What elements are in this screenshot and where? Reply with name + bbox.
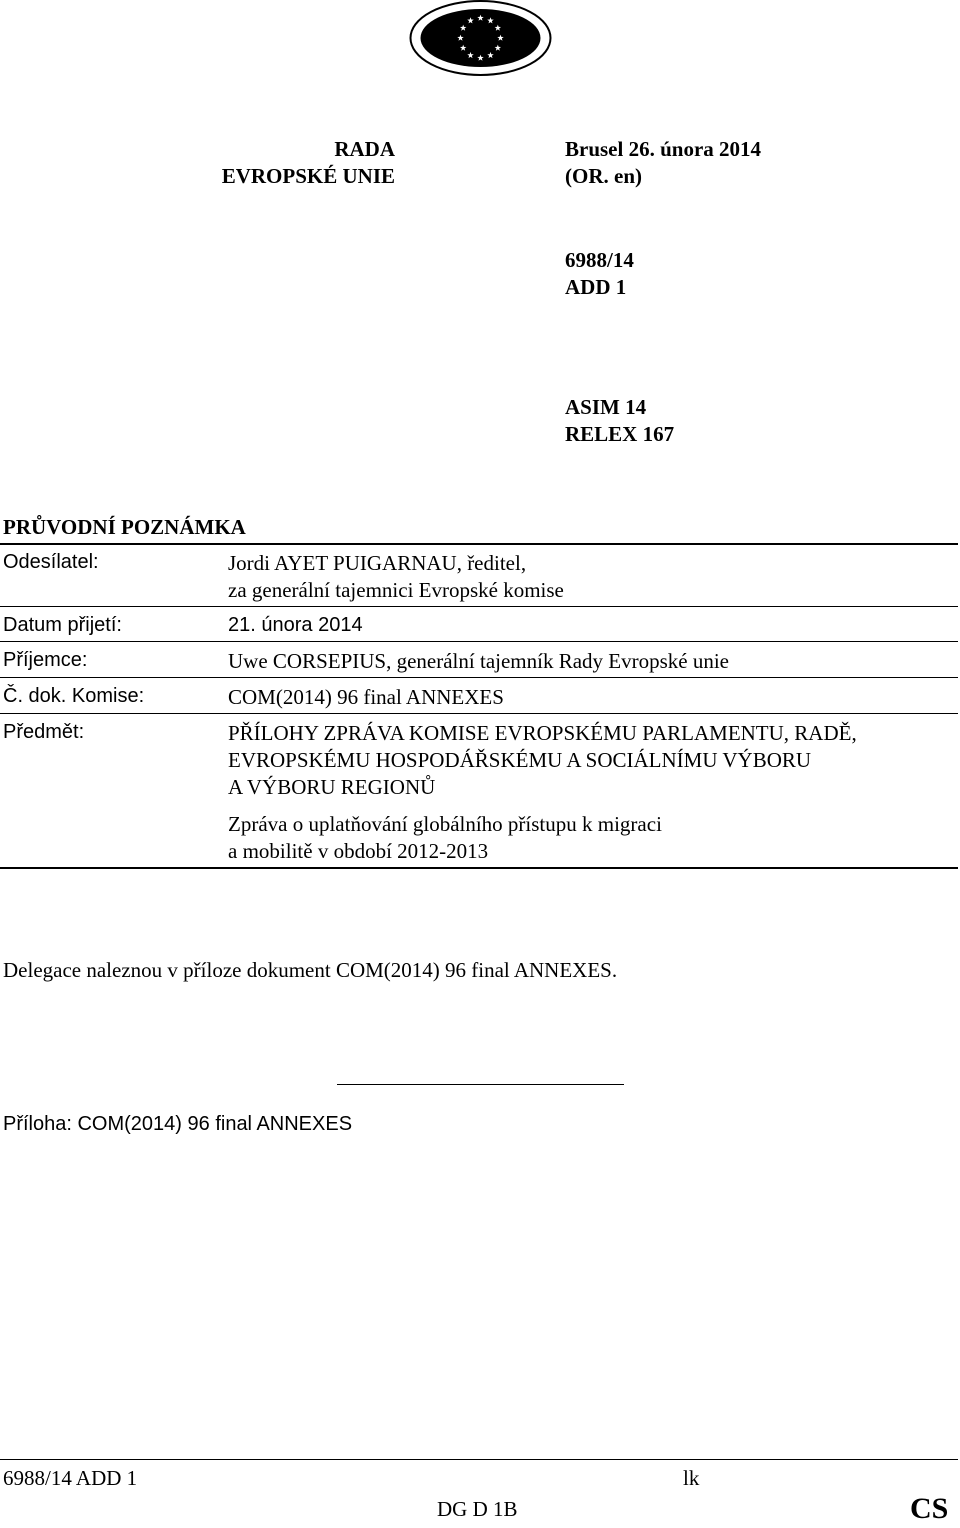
addendum: ADD 1: [565, 275, 627, 299]
sender-label: Odesílatel:: [3, 551, 99, 573]
commission-doc-label: Č. dok. Komise:: [3, 685, 145, 707]
subject-line2: EVROPSKÉMU HOSPODÁŘSKÉMU A SOCIÁLNÍMU VÝBORU: [228, 748, 812, 772]
footer-rule: [0, 1459, 958, 1460]
row-rule: [0, 641, 958, 642]
council-emblem: [408, 0, 553, 78]
recipient-label: Příjemce:: [3, 649, 88, 671]
date-value: 21. února 2014: [228, 614, 363, 636]
attachment-line: Příloha: COM(2014) 96 final ANNEXES: [3, 1113, 353, 1135]
subject-line3: A VÝBORU REGIONŮ: [228, 775, 436, 799]
row-rule: [0, 677, 958, 678]
footer-doc-ref: 6988/14 ADD 1: [3, 1466, 138, 1490]
institution-line1: RADA: [334, 137, 395, 161]
eu-stars-emblem-icon: [408, 0, 553, 78]
row-rule: [0, 713, 958, 714]
separator-rule: [337, 1084, 624, 1085]
doc-number: 6988/14: [565, 248, 634, 272]
institution-line2: EVROPSKÉ UNIE: [221, 164, 395, 188]
commission-doc-value: COM(2014) 96 final ANNEXES: [228, 685, 504, 709]
footer-initials: lk: [683, 1466, 700, 1490]
place-date: Brusel 26. února 2014: [565, 137, 762, 161]
sender-line2: za generální tajemnici Evropské komise: [228, 578, 564, 602]
footer-dg: DG D 1B: [437, 1497, 518, 1521]
code-asim: ASIM 14: [565, 395, 647, 419]
subject-line1: PŘÍLOHY ZPRÁVA KOMISE EVROPSKÉMU PARLAMENTU, RADĚ,: [228, 721, 857, 745]
body-text: Delegace naleznou v příloze dokument COM(2014) 96 final ANNEXES.: [3, 958, 618, 982]
subject-line4: Zpráva o uplatňování globálního přístupu k migraci: [228, 812, 662, 836]
subject-label: Předmět:: [3, 721, 85, 743]
title-rule: [0, 543, 958, 545]
original-language: (OR. en): [565, 164, 642, 188]
footer-language: CS: [910, 1492, 949, 1525]
sender-line1: Jordi AYET PUIGARNAU, ředitel,: [228, 551, 527, 575]
recipient-value: Uwe CORSEPIUS, generální tajemník Rady Evropské unie: [228, 649, 730, 673]
date-label: Datum přijetí:: [3, 614, 122, 636]
subject-line5: a mobilitě v období 2012-2013: [228, 839, 489, 863]
row-rule: [0, 606, 958, 607]
code-relex: RELEX 167: [565, 422, 675, 446]
table-bottom-rule: [0, 867, 958, 869]
note-title: PRŮVODNÍ POZNÁMKA: [3, 515, 246, 539]
